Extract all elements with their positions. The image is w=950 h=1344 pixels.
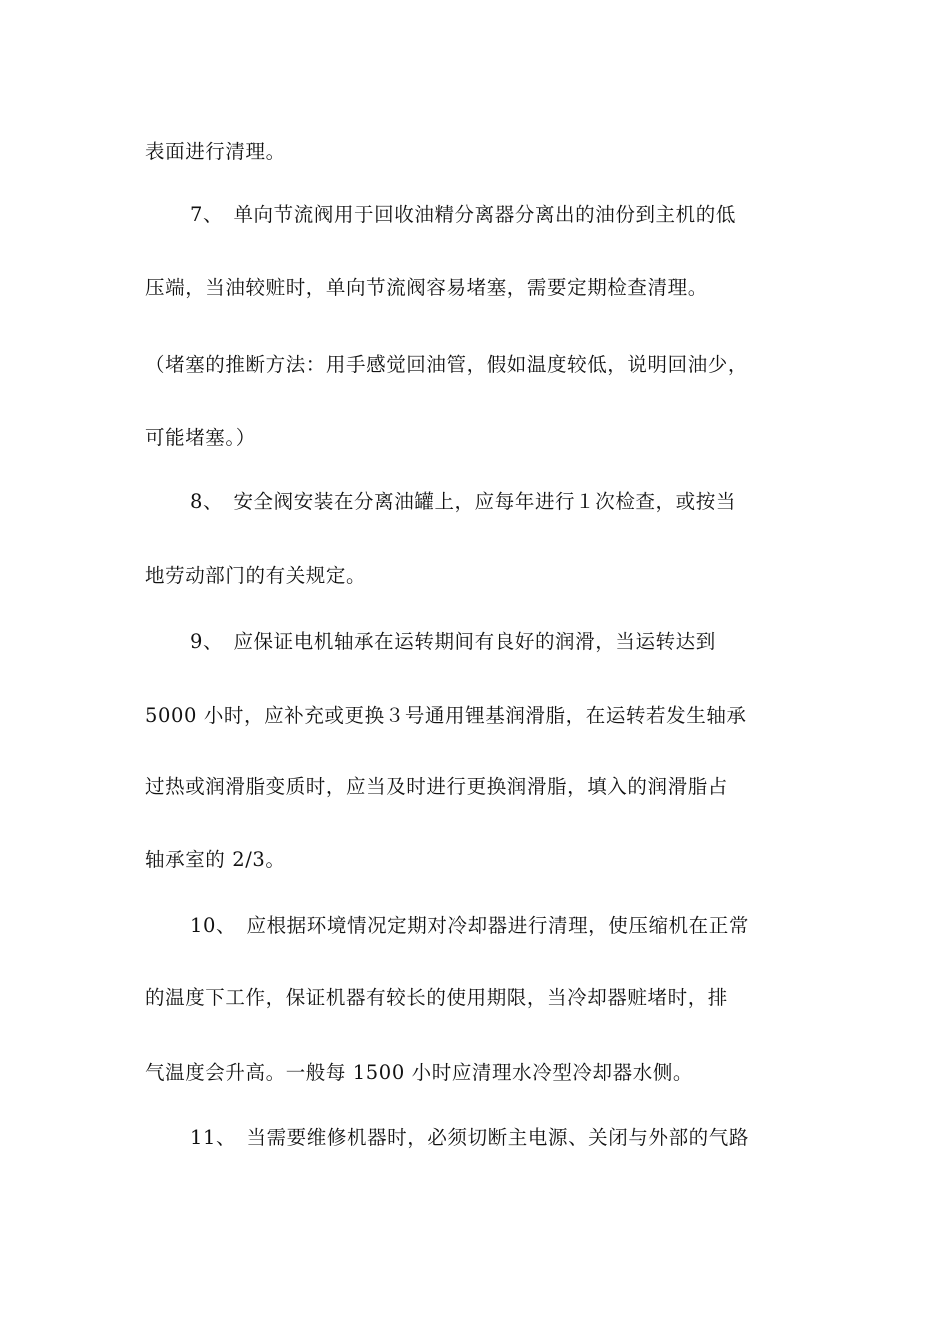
text-line: 压端，当油较赃时，单向节流阀容易堵塞，需要定期检查清理。 bbox=[145, 276, 708, 299]
text-line: 的温度下工作，保证机器有较长的使用期限，当冷却器赃堵时，排 bbox=[145, 986, 728, 1009]
text-line: 10、 应根据环境情况定期对冷却器进行清理，使压缩机在正常 bbox=[190, 914, 749, 937]
text-line: 9、 应保证电机轴承在运转期间有良好的润滑，当运转达到 bbox=[190, 630, 716, 653]
text-line: （堵塞的推断方法：用手感觉回油管，假如温度较低，说明回油少， bbox=[145, 353, 749, 376]
text-line: 可能堵塞。） bbox=[145, 426, 256, 449]
text-line: 8、 安全阀安装在分离油罐上，应每年进行１次检查，或按当 bbox=[190, 490, 736, 513]
text-line: 气温度会升高。一般每 1500 小时应清理水冷型冷却器水侧。 bbox=[145, 1061, 694, 1084]
text-line: 过热或润滑脂变质时，应当及时进行更换润滑脂，填入的润滑脂占 bbox=[145, 775, 728, 798]
text-line: 表面进行清理。 bbox=[145, 140, 286, 163]
text-line: 轴承室的 2/3。 bbox=[145, 848, 286, 871]
text-line: 地劳动部门的有关规定。 bbox=[145, 564, 367, 587]
text-line: 7、 单向节流阀用于回收油精分离器分离出的油份到主机的低 bbox=[190, 203, 736, 226]
text-line: 5000 小时，应补充或更换３号通用锂基润滑脂，在运转若发生轴承 bbox=[145, 704, 747, 727]
text-line: 11、 当需要维修机器时，必须切断主电源、关闭与外部的气路 bbox=[190, 1126, 749, 1149]
